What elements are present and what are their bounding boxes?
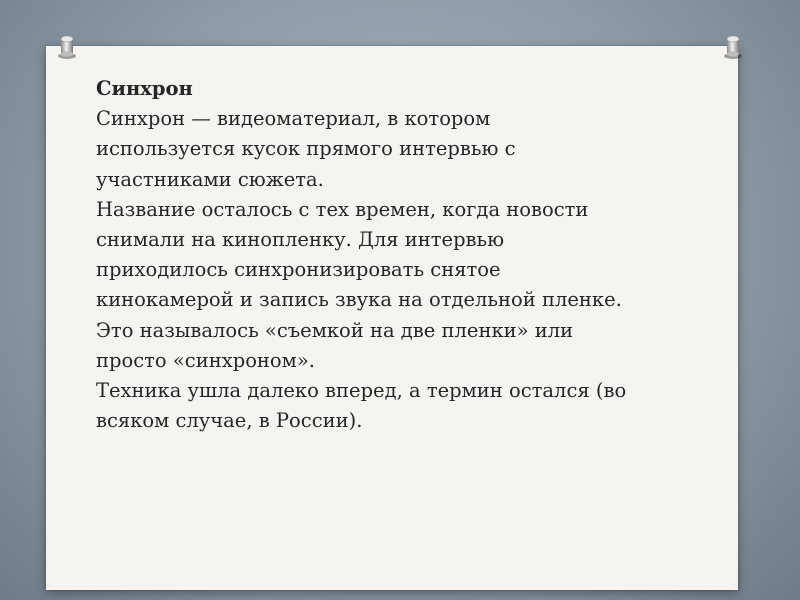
text-line: участниками сюжета. [96, 167, 324, 191]
slide-text [96, 74, 736, 436]
pushpin-icon [56, 34, 78, 60]
pushpin-icon [722, 34, 744, 60]
text-line: Название осталось с тех времен, когда новости [96, 197, 589, 221]
text-line: кинокамерой и запись звука на отдельной пленке. [96, 288, 622, 312]
text-line: всяком случае, в России). [96, 409, 363, 433]
text-line: приходилось синхронизировать снятое [96, 258, 501, 282]
text-line: снимали на кинопленку. Для интервью [96, 228, 505, 252]
text-line: используется кусок прямого интервью с [96, 137, 516, 161]
text-line: Это называлось «съемкой на две пленки» или [96, 318, 574, 342]
text-line: Техника ушла далеко вперед, а термин остался (во [96, 379, 627, 403]
text-line: Синхрон — видеоматериал, в котором [96, 107, 491, 131]
slide-title: Синхрон [96, 77, 193, 100]
text-line: просто «синхроном». [96, 348, 315, 372]
